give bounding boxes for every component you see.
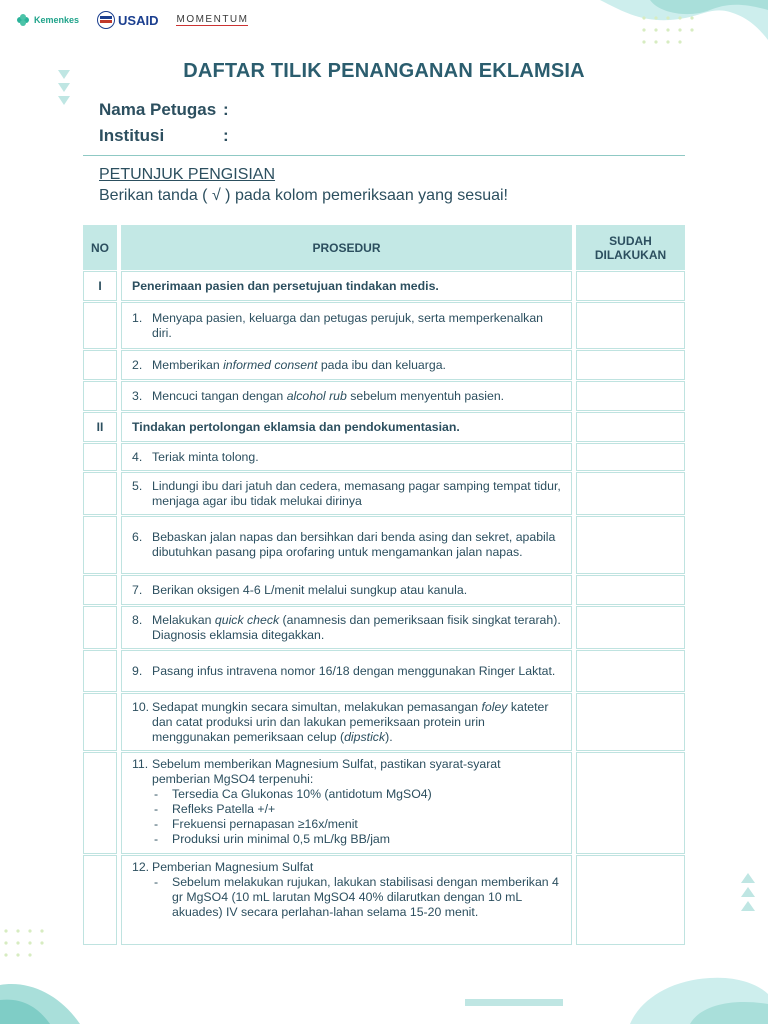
instructions-text: Berikan tanda ( √ ) pada kolom pemeriksaan yang sesuai! [99,187,508,204]
table-row [121,575,572,605]
nama-petugas-colon: : [223,100,229,119]
check-cell[interactable] [576,693,685,751]
check-cell[interactable] [576,412,685,442]
section-number: I [83,271,117,301]
item-text: Teriak minta tolong. [152,449,259,464]
row-number-cell [83,575,117,605]
item-text-italic: quick check [214,612,280,627]
row-number-cell [83,350,117,380]
triangle-down-icon [58,83,70,92]
kemenkes-icon [16,13,30,27]
section-title: Tindakan pertolongan eklamsia dan pendokumentasian. [121,412,572,442]
row-number-cell [83,606,117,649]
item-number: 4. [132,449,143,464]
institusi-label: Institusi [99,126,165,145]
institusi-colon: : [223,126,229,145]
nama-petugas-label: Nama Petugas [99,100,217,119]
item-text: Menyapa pasien, keluarga dan petugas perujuk, serta memperkenalkan diri. [152,310,544,340]
item-number: 1. [132,310,143,325]
triangle-up-icon [741,873,755,883]
row-number-cell [83,516,117,574]
row-number-cell [83,472,117,515]
column-header-sudah-dilakukan [576,225,685,270]
item-number: 2. [132,357,143,372]
table-row [121,472,572,515]
item-text-italic: foley [481,699,508,714]
column-header-sudah-label: SUDAH DILAKUKAN [594,233,667,262]
row-number-cell [83,650,117,692]
item-text: Sebelum memberikan Magnesium Sulfat, pastikan syarat-syarat pemberian MgSO4 terpenuhi: [152,757,501,786]
item-number: 3. [132,388,143,403]
decorative-dots-top-right [640,14,750,64]
instructions-heading: PETUNJUK PENGISIAN [99,166,276,183]
check-cell[interactable] [576,381,685,411]
item-text-post: ). [385,729,393,744]
column-header-prosedur: PROSEDUR [121,225,572,270]
item-number: 5. [132,478,143,493]
table-row [121,516,572,574]
table-row [121,443,572,471]
kemenkes-logo [16,13,79,27]
item-number: 6. [132,530,143,544]
institusi-row [99,126,229,146]
decorative-triangles-right [741,873,755,911]
kemenkes-label: Kemenkes [34,15,80,25]
check-cell[interactable] [576,575,685,605]
check-cell[interactable] [576,443,685,471]
item-text-post: sebelum menyentuh pasien. [346,388,505,403]
page-title: DAFTAR TILIK PENANGANAN EKLAMSIA [183,60,585,82]
item-text-post: (anamnesis dan pemeriksaan fisik singkat terarah). Diagnosis eklamsia ditegakkan. [152,612,561,642]
section-title: Penerimaan pasien dan persetujuan tindakan medis. [121,271,572,301]
item-number: 9. [132,663,143,678]
table-row [121,693,572,751]
momentum-logo: MOMENTUM [176,14,249,25]
table-row [121,752,572,854]
row-number-cell [83,752,117,854]
item-text-pre: Melakukan [152,612,215,627]
check-cell[interactable] [576,302,685,349]
check-cell[interactable] [576,650,685,692]
sub-item: - Frekuensi pernapasan ≥16x/menit [152,817,561,832]
decorative-blob-bottom-right [600,960,768,1024]
table-row [121,350,572,380]
item-text-mid: kateter dan catat produksi urin dan lakukan pemeriksaan protein urin menggunakan pemeriksaan celup ( [152,699,549,744]
item-text: Pemberian Magnesium Sulfat [152,860,314,874]
triangle-down-icon [58,96,70,105]
check-cell[interactable] [576,472,685,515]
logo-bar [16,8,248,32]
table-row [121,855,572,945]
row-number-cell [83,693,117,751]
item-text: Bebaskan jalan napas dan bersihkan dari benda asing dan sekret, apabila dibutuhkan pasang pipa orofaring untuk mengamankan jalan napas. [152,530,556,559]
row-number-cell [83,381,117,411]
sub-item: - Tersedia Ca Glukonas 10% (antidotum MgSO4) [152,787,561,802]
item-text-italic-2: dipstick [344,729,386,744]
check-cell[interactable] [576,271,685,301]
usaid-label: USAID [118,12,159,28]
table-row [121,606,572,649]
check-cell[interactable] [576,752,685,854]
nama-petugas-row [99,100,229,120]
table-row [121,650,572,692]
row-number-cell [83,302,117,349]
header-divider [83,155,685,156]
usaid-seal-icon [97,11,115,29]
triangle-up-icon [741,887,755,897]
item-text-pre: Memberikan [152,357,224,372]
item-text: Lindungi ibu dari jatuh dan cedera, memasang pagar samping tempat tidur, menjaga agar ibu tidak melukai dirinya [152,478,561,508]
column-header-no: NO [83,225,117,270]
item-number: 11. [132,757,149,771]
item-text-pre: Sedapat mungkin secara simultan, melakukan pemasangan [152,699,482,714]
item-number: 7. [132,582,143,597]
item-text-italic: informed consent [223,357,318,372]
check-cell[interactable] [576,516,685,574]
item-text-post: pada ibu dan keluarga. [317,357,446,372]
check-cell[interactable] [576,350,685,380]
item-text-italic: alcohol rub [286,388,347,403]
row-number-cell [83,443,117,471]
section-number: II [83,412,117,442]
row-number-cell [83,855,117,945]
sub-item: - Sebelum melakukan rujukan, lakukan stabilisasi dengan memberikan 4 gr MgSO4 (10 mL larutan MgSO4 40% dilarutkan dengan 10 mL akuades) IV secara perlahan-lahan selama 15-20 menit. [152,875,561,920]
item-text-pre: Mencuci tangan dengan [152,388,287,403]
item-text: Berikan oksigen 4-6 L/menit melalui sungkup atau kanula. [152,582,468,597]
footer-decorative-bar [465,999,563,1006]
triangle-up-icon [741,901,755,911]
table-row [121,302,572,349]
item-text: Pasang infus intravena nomor 16/18 dengan menggunakan Ringer Laktat. [152,663,556,678]
check-cell[interactable] [576,855,685,945]
item-number: 12. [132,860,150,874]
item-number: 10. [132,699,150,714]
item-number: 8. [132,612,143,627]
check-cell[interactable] [576,606,685,649]
sub-item: - Produksi urin minimal 0,5 mL/kg BB/jam [152,832,561,847]
usaid-logo [97,11,158,29]
table-row [121,381,572,411]
sub-item: - Refleks Patella +/+ [152,802,561,817]
